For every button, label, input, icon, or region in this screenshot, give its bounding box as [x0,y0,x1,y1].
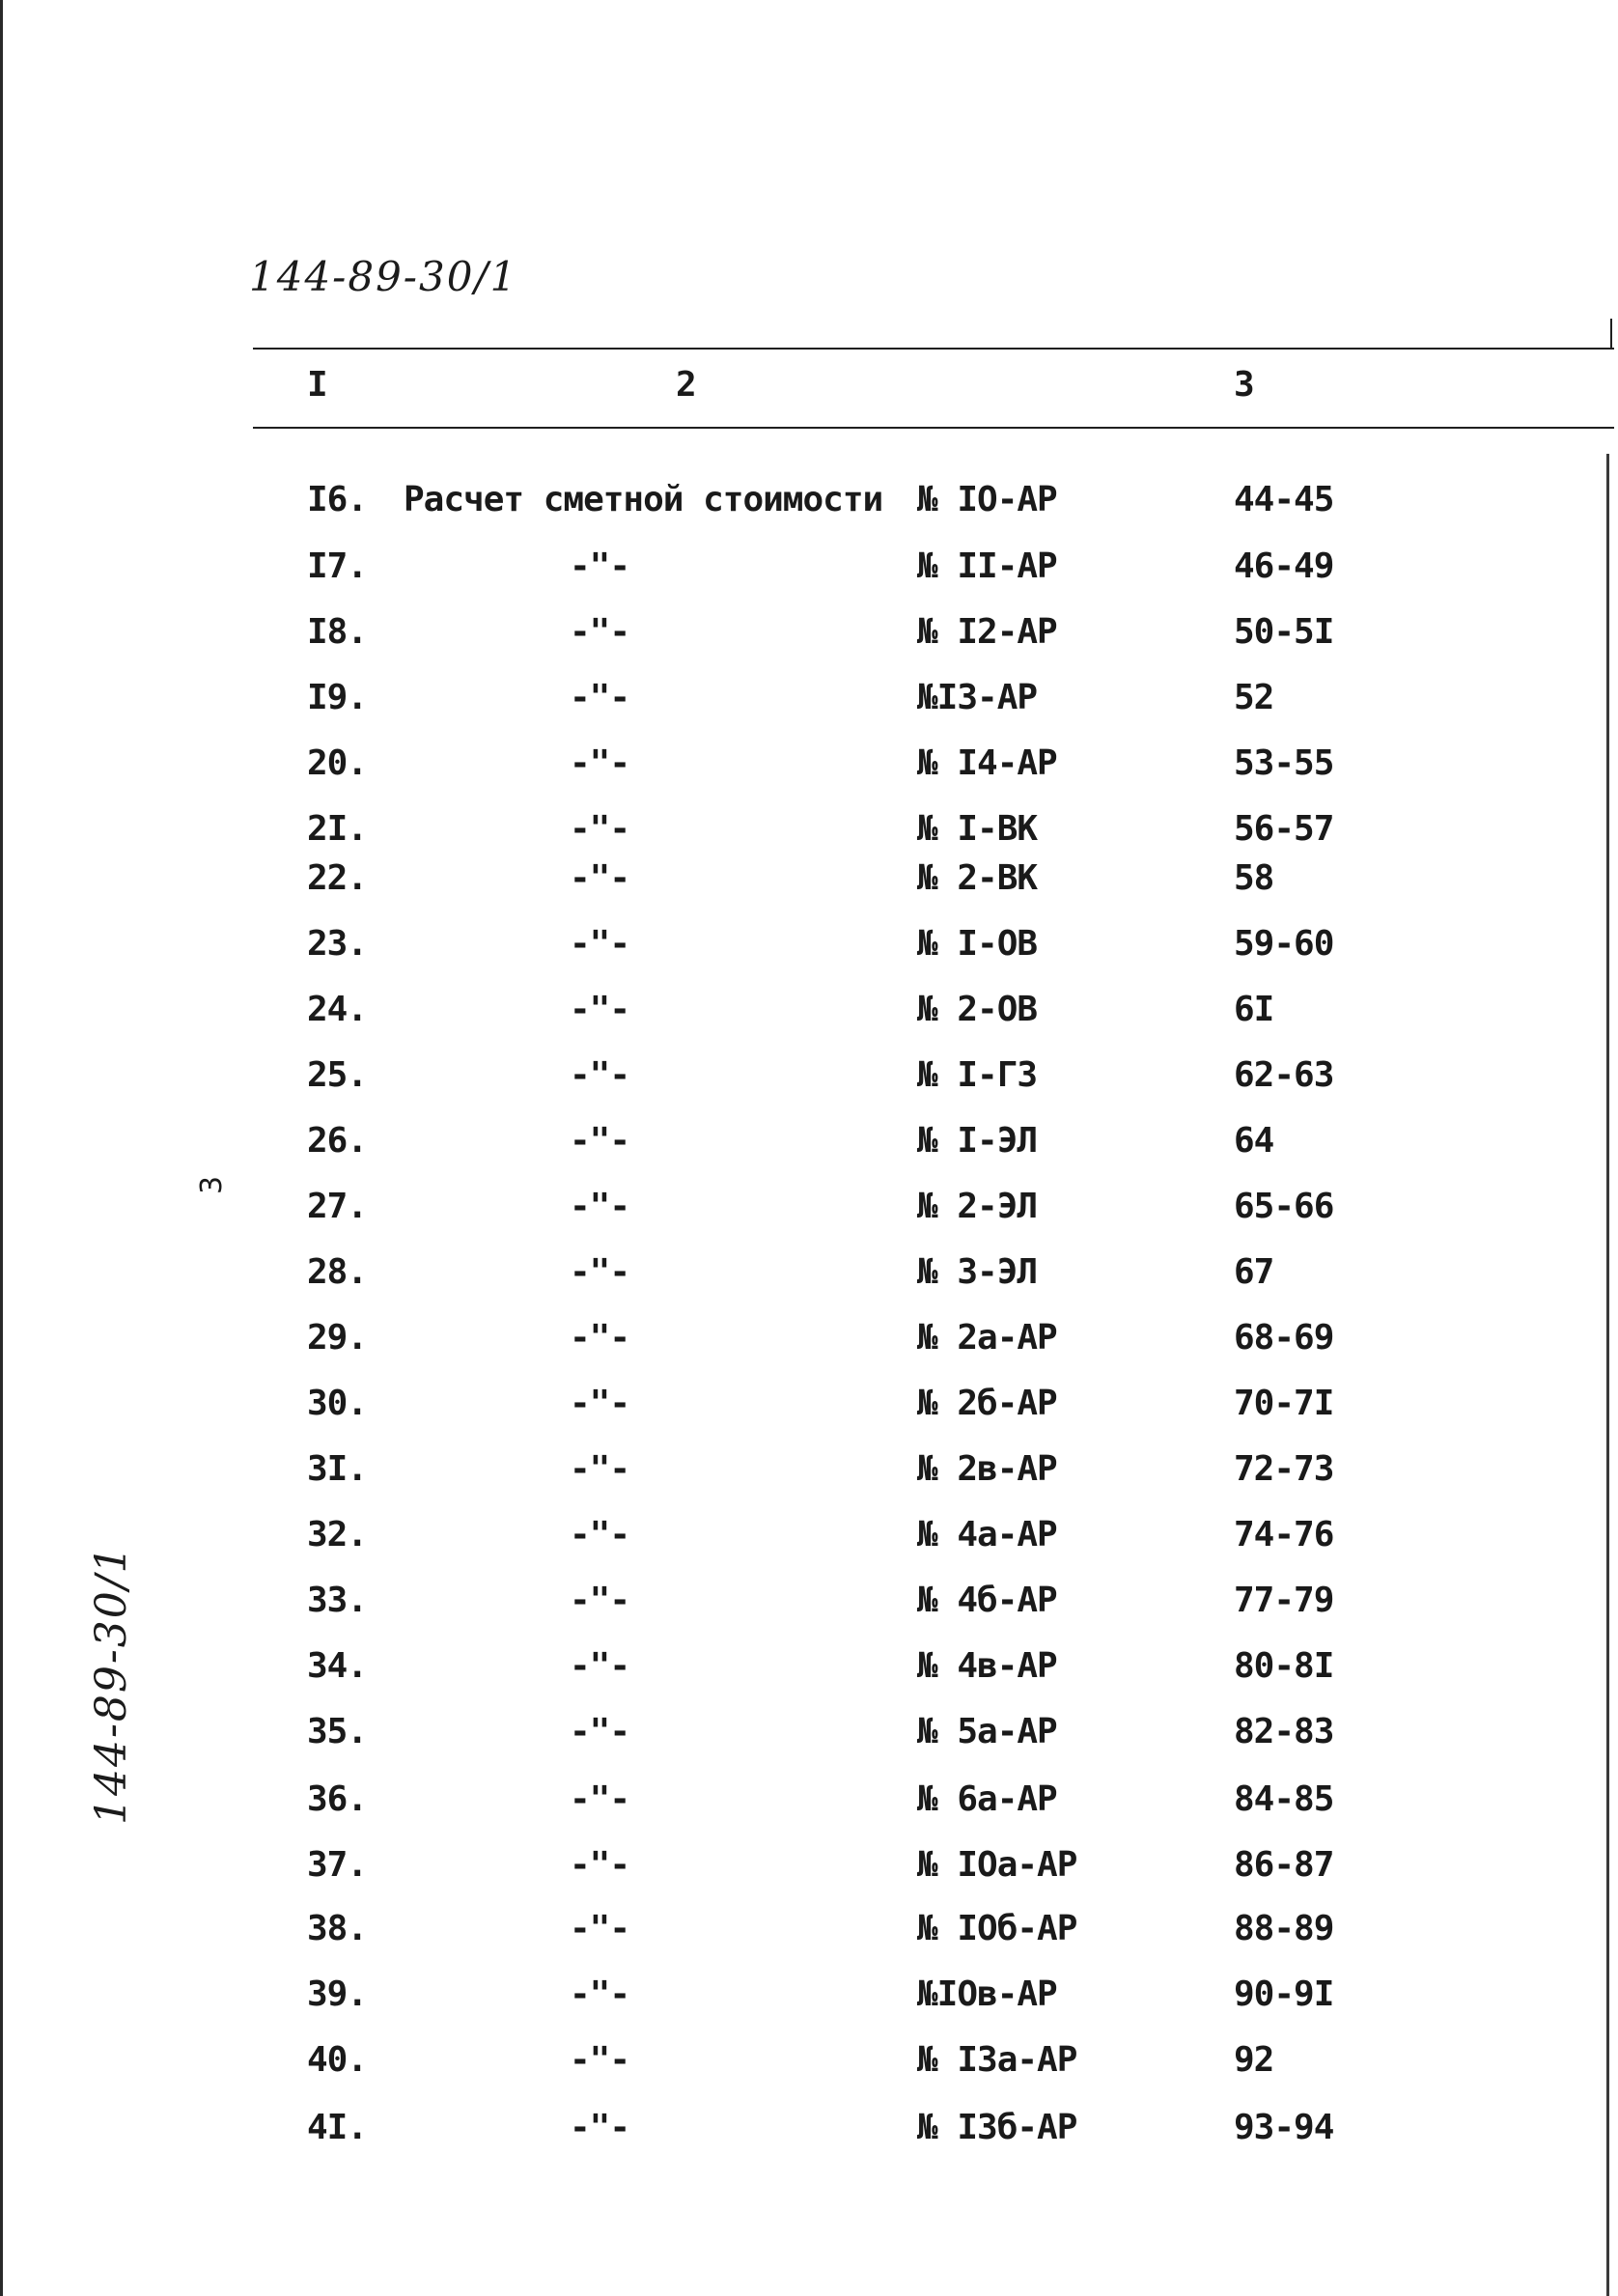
row-ditto-mark: -"- [570,1384,630,1423]
column-header-3: 3 [1234,365,1255,405]
table-row [0,1712,1618,1760]
row-estimate-code: № 2a-AP [917,1318,1057,1358]
row-number: 22. [307,858,368,898]
row-number: I7. [307,546,368,586]
row-ditto-mark: -"- [570,612,630,652]
row-estimate-code: № 2-BK [917,858,1038,898]
row-number: 26. [307,1121,368,1161]
row-pages: 90-9I [1234,1974,1334,2014]
row-pages: 72-73 [1234,1449,1334,1489]
table-row [0,1449,1618,1498]
row-ditto-mark: -"- [570,546,630,586]
row-ditto-mark: -"- [570,1646,630,1686]
table-row [0,2108,1618,2156]
row-number: I9. [307,678,368,717]
table-row [0,1581,1618,1629]
row-number: 25. [307,1055,368,1095]
row-pages: 86-87 [1234,1845,1334,1885]
row-estimate-code: № 4a-AP [917,1515,1057,1554]
row-estimate-code: № I-OB [917,924,1038,964]
row-number: 28. [307,1252,368,1292]
row-number: 33. [307,1581,368,1620]
row-ditto-mark: -"- [570,678,630,717]
row-estimate-code: № I-ЭЛ [917,1121,1038,1161]
row-estimate-code: № 5a-AP [917,1712,1057,1751]
table-row [0,743,1618,792]
row-ditto-mark: -"- [570,2040,630,2080]
row-estimate-code: № 2-ЭЛ [917,1187,1038,1226]
row-ditto-mark: -"- [570,924,630,964]
row-estimate-code: № I3a-AP [917,2040,1077,2080]
row-estimate-code: № 2в-AP [917,1449,1057,1489]
table-row [0,924,1618,972]
table-row [0,1252,1618,1301]
row-pages: 44-45 [1234,480,1334,519]
row-estimate-code: № I2-AP [917,612,1057,652]
row-estimate-code: № 4в-AP [917,1646,1057,1686]
row-number: 23. [307,924,368,964]
row-estimate-code: № 2-OB [917,990,1038,1029]
row-ditto-mark: -"- [570,990,630,1029]
row-pages: 50-5I [1234,612,1334,652]
row-pages: 93-94 [1234,2108,1334,2147]
row-ditto-mark: -"- [570,1581,630,1620]
row-ditto-mark: -"- [570,1252,630,1292]
row-ditto-mark: -"- [570,1779,630,1819]
row-ditto-mark: -"- [570,1121,630,1161]
row-ditto-mark: -"- [570,1449,630,1489]
row-description: Расчет сметной стоимости [404,480,883,519]
table-row [0,480,1618,528]
row-pages: 52 [1234,678,1274,717]
row-estimate-code: № IOa-AP [917,1845,1077,1885]
table-row [0,2040,1618,2088]
row-estimate-code: №I3-AP [917,678,1038,717]
row-number: 35. [307,1712,368,1751]
row-pages: 92 [1234,2040,1274,2080]
table-row [0,809,1618,857]
handwritten-side-code: 144-89-30/1 [87,1544,136,1825]
row-ditto-mark: -"- [570,1909,630,1948]
row-number: 36. [307,1779,368,1819]
table-row [0,1055,1618,1104]
row-estimate-code: № I-BK [917,809,1038,849]
table-row [0,858,1618,907]
row-number: 4I. [307,2108,368,2147]
column-header-2: 2 [676,365,697,405]
row-pages: 84-85 [1234,1779,1334,1819]
table-row [0,1121,1618,1169]
row-ditto-mark: -"- [570,1845,630,1885]
row-ditto-mark: -"- [570,1712,630,1751]
row-pages: 70-7I [1234,1384,1334,1423]
row-number: 27. [307,1187,368,1226]
row-ditto-mark: -"- [570,1318,630,1358]
row-ditto-mark: -"- [570,2108,630,2147]
row-ditto-mark: -"- [570,743,630,783]
row-pages: 6I [1234,990,1274,1029]
row-pages: 62-63 [1234,1055,1334,1095]
table-row [0,612,1618,660]
table-row [0,1646,1618,1694]
row-number: 32. [307,1515,368,1554]
table-row [0,990,1618,1038]
row-pages: 88-89 [1234,1909,1334,1948]
table-row [0,1187,1618,1235]
table-row [0,1845,1618,1893]
row-estimate-code: № I4-AP [917,743,1057,783]
row-number: I6. [307,480,368,519]
row-pages: 56-57 [1234,809,1334,849]
row-ditto-mark: -"- [570,1974,630,2014]
row-pages: 58 [1234,858,1274,898]
row-ditto-mark: -"- [570,1187,630,1226]
table-row [0,1384,1618,1432]
row-pages: 74-76 [1234,1515,1334,1554]
row-number: 29. [307,1318,368,1358]
row-estimate-code: № 4б-AP [917,1581,1057,1620]
row-number: 20. [307,743,368,783]
row-pages: 68-69 [1234,1318,1334,1358]
row-pages: 80-8I [1234,1646,1334,1686]
table-row [0,1909,1618,1957]
row-number: 37. [307,1845,368,1885]
table-row [0,1318,1618,1366]
row-number: I8. [307,612,368,652]
row-pages: 46-49 [1234,546,1334,586]
row-estimate-code: №IOв-AP [917,1974,1057,2014]
row-number: 39. [307,1974,368,2014]
row-estimate-code: № I-ГЗ [917,1055,1038,1095]
handwritten-document-code: 144-89-30/1 [249,253,518,300]
row-pages: 77-79 [1234,1581,1334,1620]
table-row [0,546,1618,595]
row-estimate-code: № 3-ЭЛ [917,1252,1038,1292]
row-estimate-code: № I3б-AP [917,2108,1077,2147]
row-estimate-code: № IO-AP [917,480,1057,519]
row-number: 24. [307,990,368,1029]
row-estimate-code: № 2б-AP [917,1384,1057,1423]
table-row [0,1779,1618,1828]
row-number: 40. [307,2040,368,2080]
row-number: 34. [307,1646,368,1686]
row-estimate-code: № II-AP [917,546,1057,586]
row-number: 38. [307,1909,368,1948]
page-number: 3 [195,1175,230,1195]
row-pages: 82-83 [1234,1712,1334,1751]
row-pages: 64 [1234,1121,1274,1161]
column-header-1: I [307,365,328,405]
row-ditto-mark: -"- [570,1055,630,1095]
row-ditto-mark: -"- [570,809,630,849]
row-number: 2I. [307,809,368,849]
table-row [0,678,1618,726]
table-row [0,1974,1618,2023]
row-ditto-mark: -"- [570,858,630,898]
row-number: 3I. [307,1449,368,1489]
row-number: 30. [307,1384,368,1423]
row-estimate-code: № 6a-AP [917,1779,1057,1819]
row-pages: 59-60 [1234,924,1334,964]
row-pages: 65-66 [1234,1187,1334,1226]
row-pages: 53-55 [1234,743,1334,783]
row-estimate-code: № IOб-AP [917,1909,1077,1948]
row-ditto-mark: -"- [570,1515,630,1554]
table-row [0,1515,1618,1563]
row-pages: 67 [1234,1252,1274,1292]
